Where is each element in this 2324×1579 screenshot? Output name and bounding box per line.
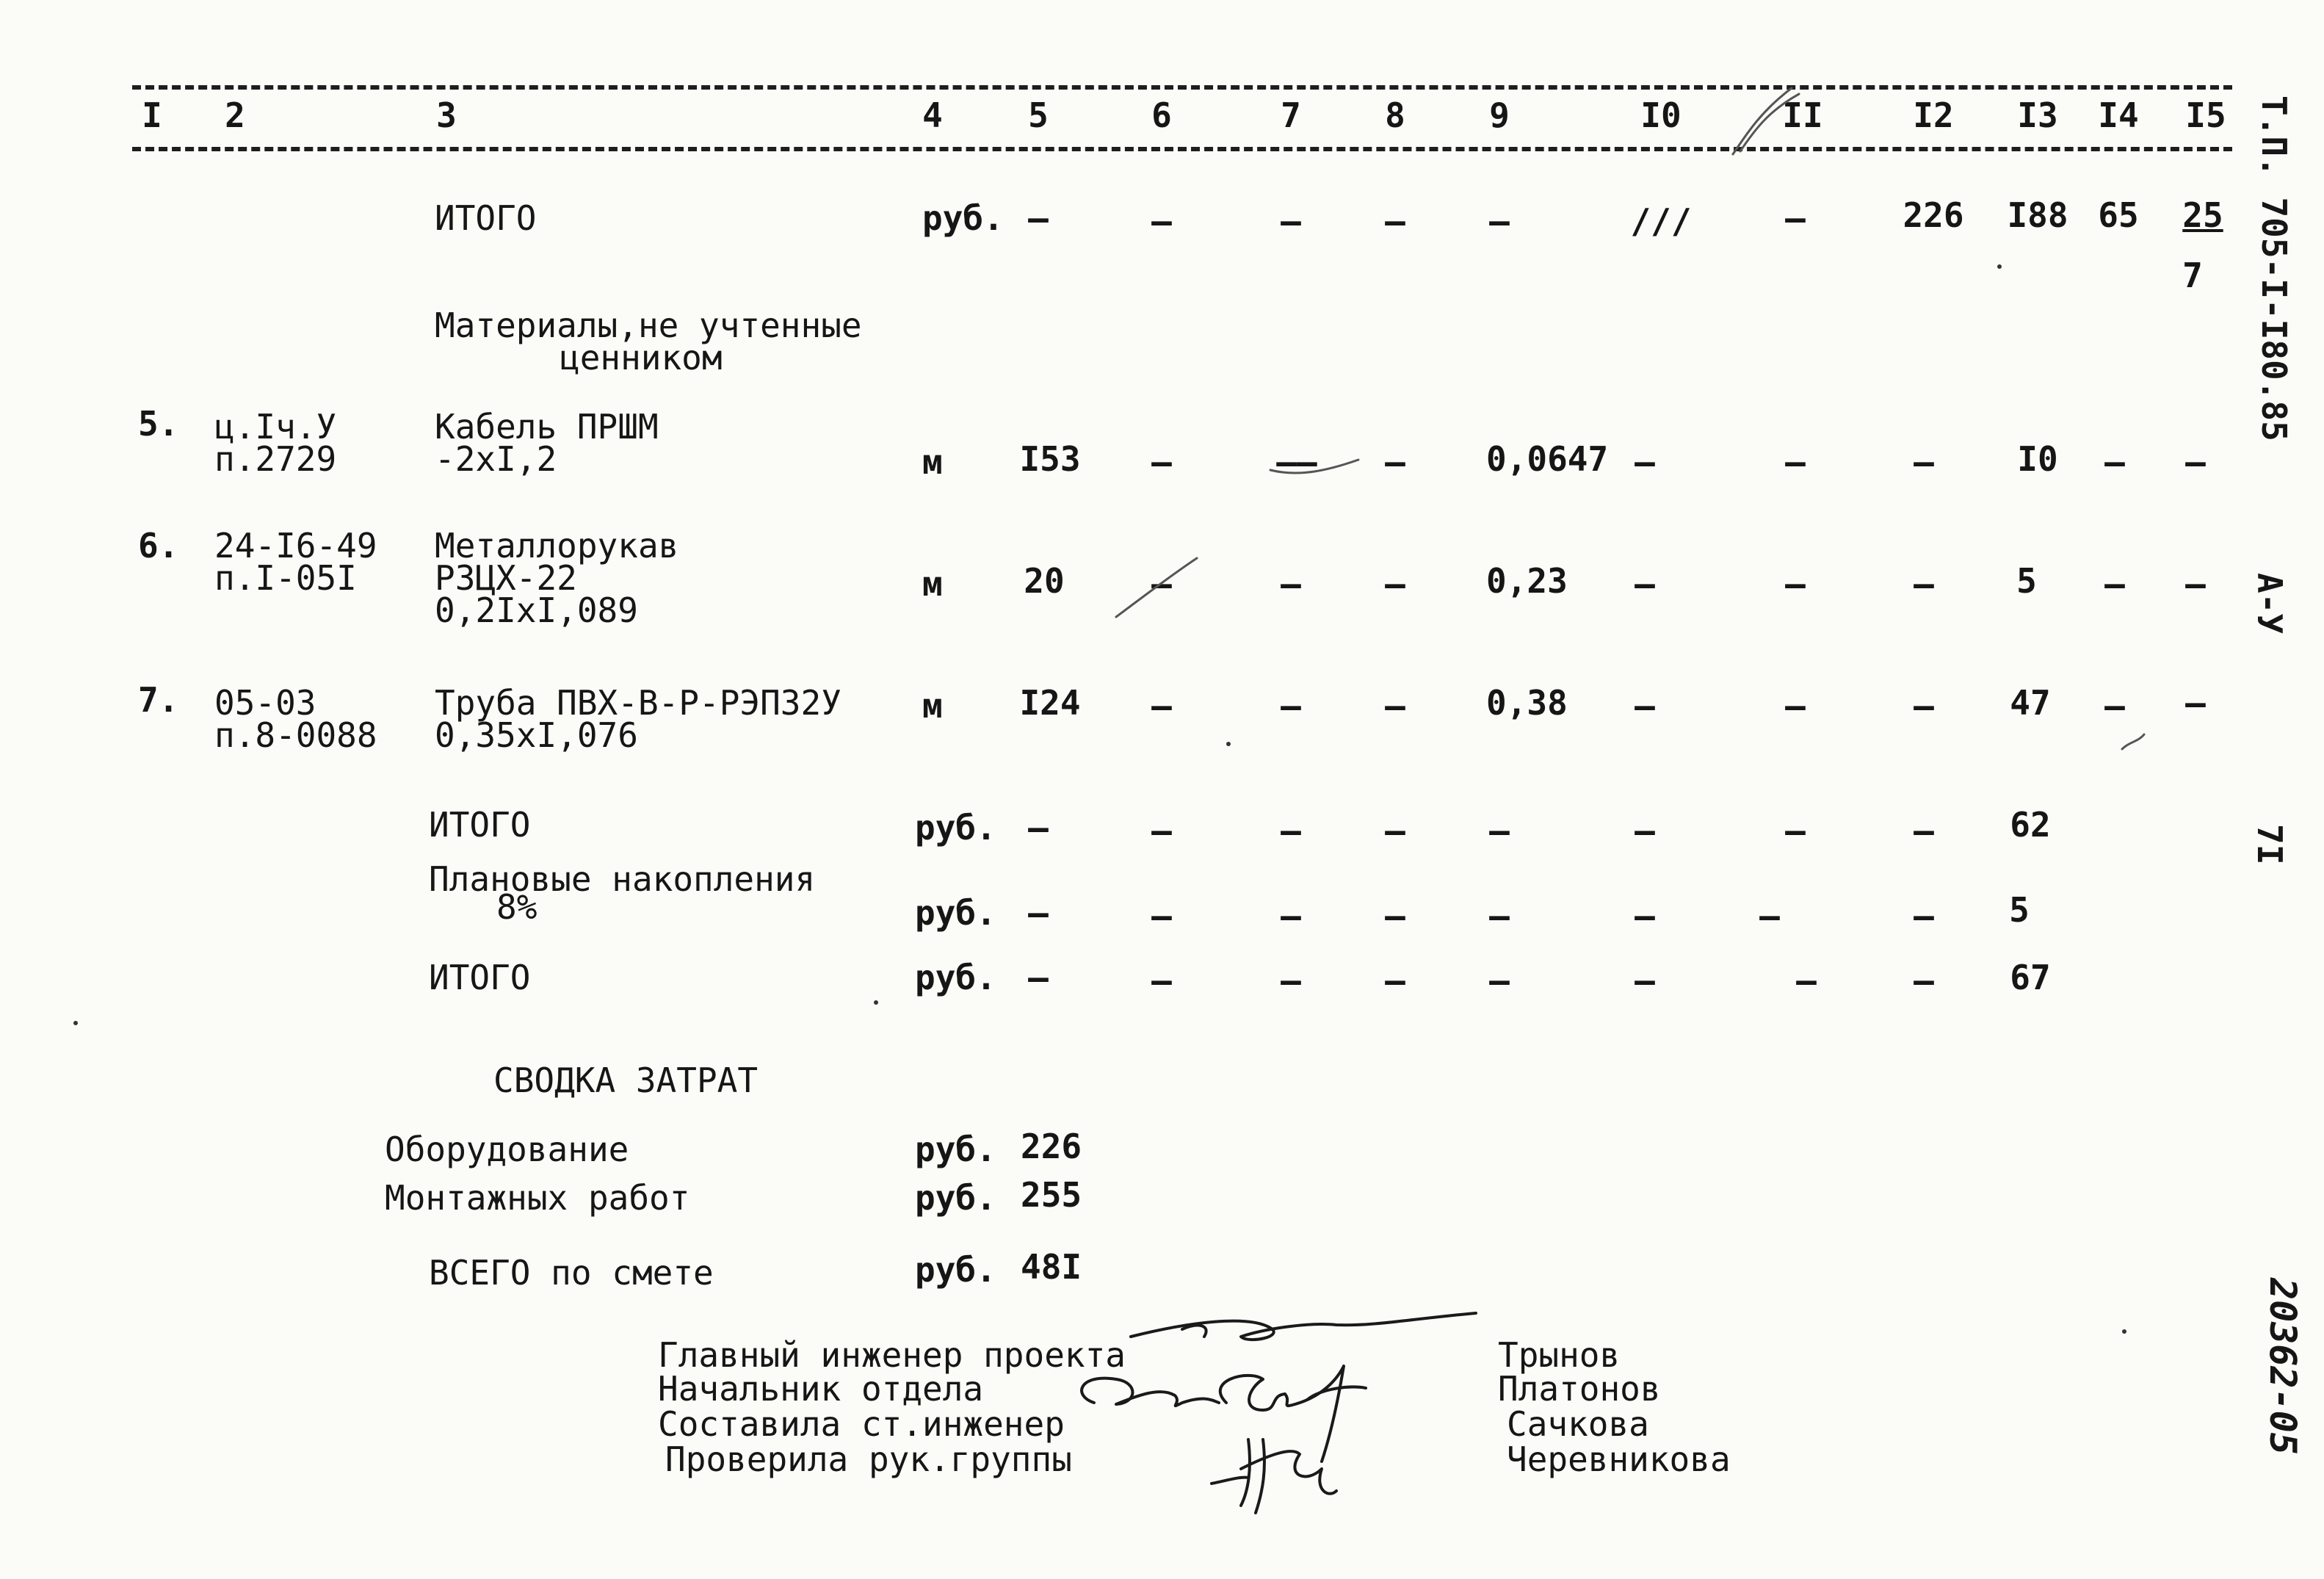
summary-label-equipment: Оборудование: [385, 1130, 629, 1169]
col-header-7: 7: [1281, 95, 1301, 135]
summary-value-installation: 255: [1021, 1175, 1082, 1215]
row-name-line2: -2хI,2: [435, 439, 557, 479]
row-unit: руб.: [915, 808, 996, 848]
col-header-14: I4: [2098, 95, 2139, 135]
speck: [2122, 1329, 2126, 1334]
row-number: 7.: [138, 680, 179, 720]
row-name: ИТОГО: [435, 198, 537, 238]
cell-5: –: [1028, 893, 1049, 933]
cell-8: –: [1385, 201, 1405, 241]
row-name-line2: 0,35хI,076: [435, 715, 638, 755]
cell-9: 0,23: [1486, 561, 1568, 601]
row-name-line2: РЗЦХ-22: [435, 558, 577, 598]
summary-unit-equipment: руб.: [915, 1130, 996, 1169]
cell-8: –: [1385, 896, 1405, 936]
row-number: 6.: [138, 526, 179, 566]
margin-page-number: 7I: [2250, 824, 2289, 865]
cell-13: 5: [2009, 890, 2030, 930]
col-header-13: I3: [2017, 95, 2058, 135]
signature-role-1: Главный инженер проекта: [658, 1335, 1126, 1375]
cell-9: –: [1489, 201, 1510, 241]
cell-11: –: [1785, 686, 1806, 726]
summary-unit-installation: руб.: [915, 1178, 996, 1218]
speck: [1226, 742, 1231, 746]
row-unit: руб.: [915, 893, 996, 933]
cell-11: –: [1785, 442, 1806, 482]
summary-label-installation: Монтажных работ: [385, 1178, 690, 1218]
cell-7: ––: [1276, 442, 1317, 482]
cell-5: –: [1028, 198, 1049, 238]
col-header-4: 4: [922, 95, 943, 135]
cell-14: 65: [2098, 195, 2139, 235]
cell-11: –: [1785, 564, 1806, 604]
cell-6: –: [1151, 564, 1172, 604]
row-unit: руб.: [915, 958, 996, 997]
cell-9: 0,0647: [1486, 439, 1609, 479]
cell-15: –: [2185, 683, 2206, 723]
cell-12: –: [1914, 564, 1934, 604]
summary-value-total: 48I: [1021, 1247, 1082, 1287]
summary-value-equipment: 226: [1021, 1127, 1082, 1166]
summary-label-total: ВСЕГО по смете: [429, 1253, 714, 1293]
cell-5: I24: [1019, 683, 1081, 723]
row-name-line1: Металлорукав: [435, 526, 679, 566]
cell-14: –: [2104, 686, 2125, 726]
row-name-line1: Труба ПВХ-В-Р-РЭП32У: [435, 683, 841, 723]
cell-15-extra: 7: [2182, 256, 2203, 295]
col-header-11: II: [1782, 95, 1823, 135]
speck: [874, 1000, 878, 1005]
cell-8: –: [1385, 686, 1405, 726]
col-header-12: I2: [1913, 95, 1954, 135]
row-name-line3: 0,2IхI,089: [435, 590, 638, 630]
row-ref-line1: 24-I6-49: [214, 526, 377, 566]
cell-5: –: [1028, 808, 1049, 848]
cell-7: –: [1281, 961, 1301, 1000]
row-unit: м: [922, 686, 943, 726]
cell-6: –: [1151, 811, 1172, 850]
signature-role-2: Начальник отдела: [658, 1369, 984, 1409]
row-name-line1: Кабель ПРШМ: [435, 407, 659, 447]
margin-document-code: Т.П. 705-I-I80.85: [2254, 95, 2294, 441]
cell-8: –: [1385, 564, 1405, 604]
cell-7: –: [1281, 201, 1301, 241]
cell-9: –: [1489, 896, 1510, 936]
cell-12: 226: [1903, 195, 1964, 235]
col-header-15: I5: [2185, 95, 2226, 135]
col-header-3: 3: [436, 95, 457, 135]
cell-10: –: [1635, 811, 1655, 850]
row-name-line1: Плановые накопления: [429, 859, 816, 899]
cell-14: –: [2104, 564, 2125, 604]
cell-13: 67: [2010, 958, 2051, 997]
cell-15: –: [2185, 442, 2206, 482]
row-unit: м: [922, 442, 943, 482]
cell-12: –: [1914, 686, 1934, 726]
cell-5: I53: [1019, 439, 1081, 479]
section-title-line1: Материалы,не учтенные: [435, 306, 862, 345]
col-header-6: 6: [1151, 95, 1172, 135]
signature-name-1: Трынов: [1498, 1335, 1621, 1375]
margin-album: А-У: [2250, 573, 2289, 635]
col-header-9: 9: [1489, 95, 1510, 135]
cell-6: –: [1151, 961, 1172, 1000]
cell-11: –: [1759, 896, 1780, 936]
cell-6: –: [1151, 896, 1172, 936]
cell-13: I0: [2017, 439, 2058, 479]
col-header-1: I: [142, 95, 162, 135]
cell-15: 25: [2182, 195, 2223, 235]
row-name: ИТОГО: [429, 805, 531, 845]
cell-15: –: [2185, 564, 2206, 604]
cell-12: –: [1914, 896, 1934, 936]
cell-5: 20: [1024, 561, 1065, 601]
row-ref-line2: п.2729: [214, 439, 337, 479]
row-ref-line1: 05-03: [214, 683, 316, 723]
col-header-2: 2: [225, 95, 245, 135]
summary-title: СВОДКА ЗАТРАТ: [493, 1061, 759, 1100]
cell-6: –: [1151, 442, 1172, 482]
cell-11: –: [1785, 198, 1806, 238]
signature-name-2: Платонов: [1498, 1369, 1661, 1409]
signature-role-4: Проверила рук.группы: [665, 1439, 1072, 1479]
cell-7: –: [1281, 896, 1301, 936]
row-name: ИТОГО: [429, 958, 531, 997]
signature-role-3: Составила ст.инженер: [658, 1404, 1065, 1444]
summary-unit-total: руб.: [915, 1250, 996, 1290]
section-title-line2: ценником: [560, 338, 723, 377]
cell-5: –: [1028, 958, 1049, 997]
cell-10: –: [1635, 442, 1655, 482]
row-ref-line2: п.8-0088: [214, 715, 377, 755]
cell-9: –: [1489, 811, 1510, 850]
col-header-10: I0: [1640, 95, 1682, 135]
row-unit: руб.: [922, 198, 1004, 238]
cell-10: –: [1635, 896, 1655, 936]
cell-6: –: [1151, 201, 1172, 241]
cell-11: –: [1785, 811, 1806, 850]
cell-7: –: [1281, 811, 1301, 850]
cell-7: –: [1281, 686, 1301, 726]
cell-12: –: [1914, 961, 1934, 1000]
row-ref-line2: п.I-05I: [214, 558, 357, 598]
cell-8: –: [1385, 811, 1405, 850]
cell-6: –: [1151, 686, 1172, 726]
cell-7: –: [1281, 564, 1301, 604]
speck: [73, 1021, 78, 1025]
cell-9: –: [1489, 961, 1510, 1000]
cell-8: –: [1385, 442, 1405, 482]
margin-inventory-number: 20362-05: [2262, 1278, 2304, 1455]
cell-13: 62: [2010, 805, 2051, 845]
cell-13: I88: [2007, 195, 2068, 235]
cell-10: –: [1635, 961, 1655, 1000]
row-ref-line1: ц.Iч.У: [214, 407, 337, 447]
cell-12: –: [1914, 811, 1934, 850]
cell-14: –: [2104, 442, 2125, 482]
cell-8: –: [1385, 961, 1405, 1000]
cell-13: 47: [2010, 683, 2051, 723]
row-unit: м: [922, 564, 943, 604]
cell-10: ///: [1630, 201, 1692, 241]
cell-10: –: [1635, 686, 1655, 726]
cell-12: –: [1914, 442, 1934, 482]
cell-9: 0,38: [1486, 683, 1568, 723]
signature-name-4: Черевникова: [1507, 1439, 1731, 1479]
col-header-8: 8: [1385, 95, 1405, 135]
col-header-5: 5: [1028, 95, 1049, 135]
cell-11: –: [1796, 961, 1817, 1000]
row-number: 5.: [138, 404, 179, 444]
cell-10: –: [1635, 564, 1655, 604]
signature-name-3: Сачкова: [1507, 1404, 1649, 1444]
row-name-line2: 8%: [496, 887, 537, 927]
cell-13: 5: [2016, 561, 2037, 601]
speck: [1997, 264, 2002, 269]
